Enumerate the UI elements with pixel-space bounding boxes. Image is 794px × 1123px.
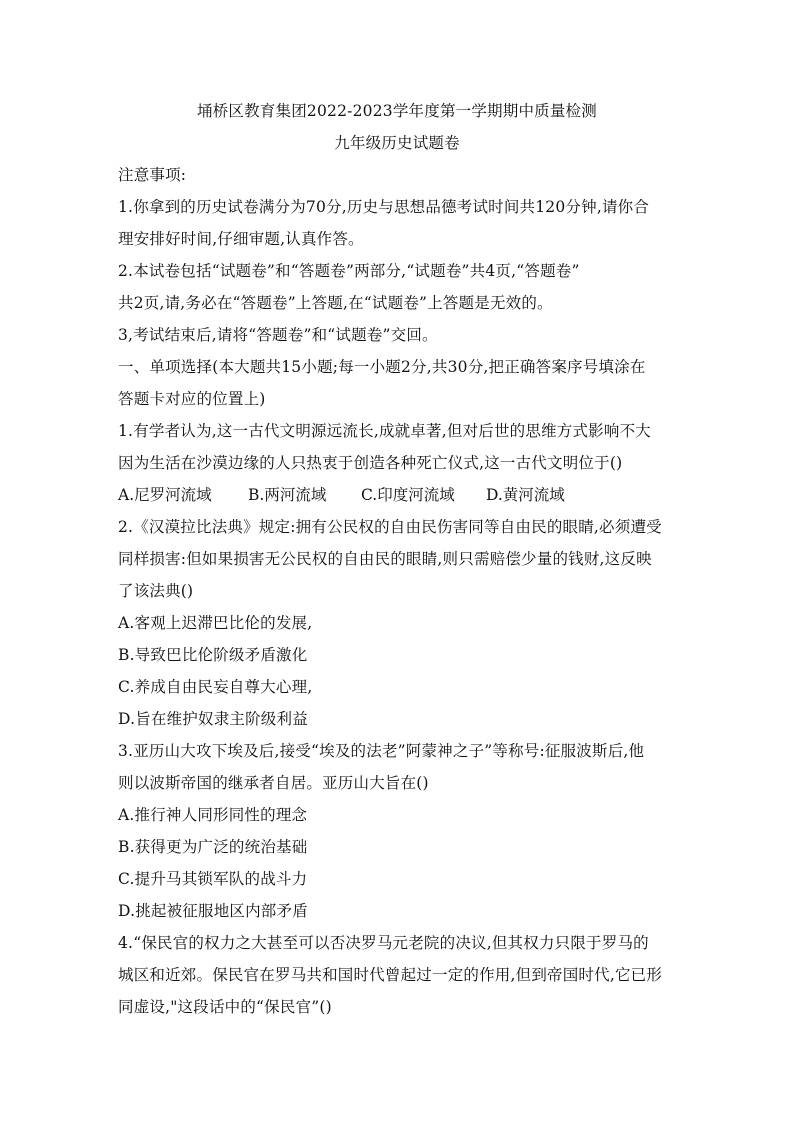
note-2-line-1: 2.本试卷包括“试题卷”和“答题卷”两部分,“试题卷”共4页,“答题卷” bbox=[118, 262, 580, 280]
q4-stem-line-3: 同虚设,"这段话中的“保民官”() bbox=[118, 998, 332, 1016]
q2-option-b: B.导致巴比伦阶级矛盾激化 bbox=[118, 646, 308, 664]
note-2-line-2: 共2页,请,务必在“答题卷”上答题,在“试题卷”上答题是无效的。 bbox=[118, 294, 553, 312]
q4-stem-line-2: 城区和近郊。保民官在罗马共和国时代曾起过一定的作用,但到帝国时代,它已形 bbox=[118, 966, 663, 984]
exam-subtitle: 九年级历史试题卷 bbox=[334, 134, 460, 152]
q1-option-a: A.尼罗河流域 bbox=[118, 486, 212, 504]
q1-option-b: B.两河流域 bbox=[248, 486, 327, 504]
q3-option-b: B.获得更为广泛的统治基础 bbox=[118, 838, 308, 856]
q3-option-a: A.推行神人同形同性的理念 bbox=[118, 806, 308, 824]
q1-stem-line-2: 因为生活在沙漠边缘的人只热衷于创造各种死亡仪式,这一古代文明位于() bbox=[118, 454, 623, 472]
q1-option-c: C.印度河流域 bbox=[361, 486, 455, 504]
q4-stem-line-1: 4.“保民官的权力之大甚至可以否决罗马元老院的决议,但其权力只限于罗马的 bbox=[118, 934, 649, 952]
section-heading-line-1: 一、单项选择(本大题共15小题;每一小题2分,共30分,把正确答案序号填涂在 bbox=[118, 358, 646, 376]
q2-stem-line-3: 了该法典() bbox=[118, 582, 194, 600]
q3-option-d: D.挑起被征服地区内部矛盾 bbox=[118, 902, 308, 920]
q3-stem-line-1: 3.亚历山大攻下埃及后,接受“埃及的法老”阿蒙神之子”等称号:征服波斯后,他 bbox=[118, 742, 645, 760]
note-1-line-1: 1.你拿到的历史试卷满分为70分,历史与思想品德考试时间共120分钟,请你合 bbox=[118, 198, 650, 216]
q2-stem-line-2: 同样损害:但如果损害无公民权的自由民的眼睛,则只需赔偿少量的钱财,这反映 bbox=[118, 550, 652, 568]
note-1-line-2: 理安排好时间,仔细审题,认真作答。 bbox=[118, 230, 364, 248]
note-3: 3,考试结束后,请将“答题卷”和“试题卷”交回。 bbox=[118, 326, 438, 344]
q2-option-d: D.旨在维护奴隶主阶级利益 bbox=[118, 710, 308, 728]
section-heading-line-2: 答题卡对应的位置上) bbox=[118, 390, 266, 408]
q3-option-c: C.提升马其锁军队的战斗力 bbox=[118, 870, 308, 888]
q1-option-d: D.黄河流域 bbox=[486, 486, 565, 504]
q2-option-a: A.客观上迟滞巴比伦的发展, bbox=[118, 614, 313, 632]
q3-stem-line-2: 则以波斯帝国的继承者自居。亚历山大旨在() bbox=[118, 774, 429, 792]
notes-heading: 注意事项: bbox=[118, 166, 187, 184]
q2-option-c: C.养成自由民妄自尊大心理, bbox=[118, 678, 313, 696]
q1-stem-line-1: 1.有学者认为,这一古代文明源远流长,成就卓著,但对后世的思维方式影响不大 bbox=[118, 422, 651, 440]
exam-title: 埇桥区教育集团2022-2023学年度第一学期期中质量检测 bbox=[197, 102, 597, 120]
q2-stem-line-1: 2.《汉漠拉比法典》规定:拥有公民权的自由民伤害同等自由民的眼睛,必须遭受 bbox=[118, 518, 662, 536]
